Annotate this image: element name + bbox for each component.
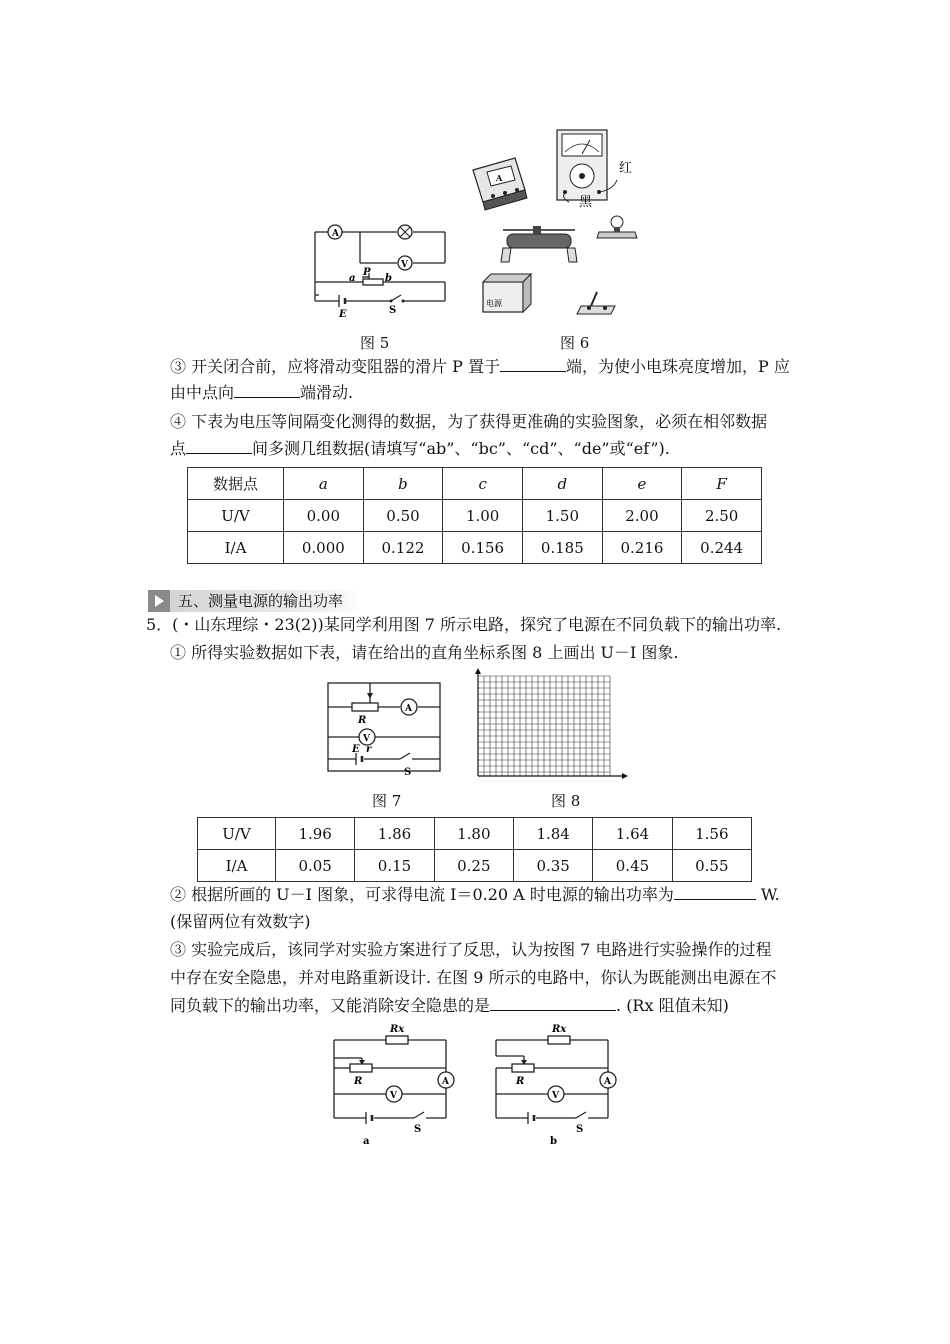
q3-line1: ③ 开关闭合前，应将滑动变阻器的滑片 P 置于 端，为使小电珠亮度增加，P 应	[170, 357, 790, 376]
svg-text:Rx: Rx	[552, 1024, 567, 1035]
label-internal-r: r	[366, 744, 372, 755]
label-ammeter: A	[332, 229, 339, 239]
play-arrow-icon	[148, 590, 170, 612]
label-voltmeter: V	[401, 260, 408, 270]
label-emf: E	[339, 309, 347, 320]
svg-text:V: V	[552, 1091, 559, 1101]
table-row: U/V 0.00 0.50 1.00 1.50 2.00 2.50	[188, 500, 762, 532]
svg-text:V: V	[390, 1091, 397, 1101]
rheostat-device-icon	[501, 226, 577, 262]
svg-text:R: R	[516, 1076, 525, 1087]
label-circuit-b: b	[550, 1136, 557, 1147]
power-supply-icon	[483, 274, 531, 312]
q5-blank-power[interactable]	[674, 883, 756, 900]
figure8-caption: 图 8	[551, 792, 581, 810]
label-ammeter: A	[405, 704, 412, 714]
section-header	[148, 590, 362, 612]
table-row: I/A 0.05 0.15 0.25 0.35 0.45 0.55	[198, 850, 752, 882]
q5-intro: 5．(・山东理综・23(2))某同学利用图 7 所示电路，探究了电源在不同负载下的输出功率.	[146, 615, 782, 634]
svg-text:Rx: Rx	[390, 1024, 405, 1035]
label-black: 黑	[579, 195, 593, 210]
table2	[197, 817, 752, 882]
svg-text:A: A	[604, 1077, 611, 1087]
q5-sub3-line1: ③ 实验完成后，该同学对实验方案进行了反思，认为按图 7 电路进行实验操作的过程	[170, 940, 772, 959]
q3-line2: 由中点向 端滑动.	[170, 383, 354, 402]
figure9-circuit-b	[488, 1022, 618, 1148]
label-switch: S	[404, 767, 412, 778]
label-p: P	[363, 267, 371, 278]
figure9-circuit-a	[326, 1022, 456, 1148]
figure5-caption: 图 5	[360, 334, 390, 352]
y-axis-arrow-icon	[475, 668, 481, 674]
rheostat-icon	[352, 703, 378, 711]
q5-sub3-line2: 中存在安全隐患，并对电路重新设计. 在图 9 所示的电路中，你认为既能测出电源在不	[170, 968, 777, 987]
svg-text:R: R	[354, 1076, 363, 1087]
label-switch: S	[389, 305, 397, 316]
q5-sub2-note: (保留两位有效数字)	[170, 912, 311, 931]
bulb-device-icon	[597, 216, 637, 238]
q4-blank[interactable]	[186, 437, 252, 454]
q3-blank-1[interactable]	[500, 355, 566, 372]
figure6-apparatus	[465, 128, 645, 328]
label-b: b	[385, 273, 392, 284]
svg-text:A: A	[496, 173, 503, 183]
label-circuit-a: a	[363, 1136, 370, 1147]
section-title: 五、测量电源的输出功率	[178, 592, 344, 610]
figure8-grid	[470, 668, 630, 784]
rheostat-icon	[512, 1064, 534, 1072]
q5-sub3-line3: 同负载下的输出功率，又能消除安全隐患的是 . (Rx 阻值未知)	[170, 996, 729, 1015]
x-axis-arrow-icon	[622, 773, 628, 779]
table1-header: 数据点 a b c d e F	[188, 468, 762, 500]
label-emf: E	[352, 744, 360, 755]
rheostat-icon	[363, 279, 383, 285]
svg-text:S: S	[576, 1124, 584, 1135]
table-row: I/A 0.000 0.122 0.156 0.185 0.216 0.244	[188, 532, 762, 564]
svg-text:A: A	[442, 1077, 449, 1087]
figure5-circuit	[305, 215, 455, 325]
rheostat-icon	[350, 1064, 372, 1072]
q5-blank-circuit[interactable]	[490, 994, 616, 1011]
rx-resistor-icon	[548, 1036, 570, 1044]
label-red: 红	[619, 161, 633, 176]
q4-line2: 点 间多测几组数据(请填写“ab”、“bc”、“cd”、“de”或“ef”).	[170, 439, 670, 458]
switch-device-icon	[577, 292, 615, 314]
q4-line1: ④ 下表为电压等间隔变化测得的数据，为了获得更准确的实验图象，必须在相邻数据	[170, 412, 768, 431]
table1	[187, 467, 762, 564]
label-a: a	[349, 273, 356, 284]
label-voltmeter: V	[363, 734, 370, 744]
table-row: U/V 1.96 1.86 1.80 1.84 1.64 1.56	[198, 818, 752, 850]
figure6-caption: 图 6	[560, 334, 590, 352]
q3-blank-2[interactable]	[234, 381, 300, 398]
q5-sub2: ② 根据所画的 U－I 图象，可求得电流 I＝0.20 A 时电源的输出功率为 W.	[170, 885, 780, 904]
svg-text:S: S	[414, 1124, 422, 1135]
svg-text:电源: 电源	[486, 299, 502, 308]
multimeter-icon	[557, 130, 617, 202]
ammeter-device-icon	[473, 158, 527, 210]
q5-sub1: ① 所得实验数据如下表，请在给出的直角坐标系图 8 上画出 U－I 图象.	[170, 643, 679, 662]
figure7-caption: 图 7	[372, 792, 402, 810]
label-r-resistor: R	[358, 715, 367, 726]
figure7-circuit	[322, 677, 446, 781]
rx-resistor-icon	[386, 1036, 408, 1044]
